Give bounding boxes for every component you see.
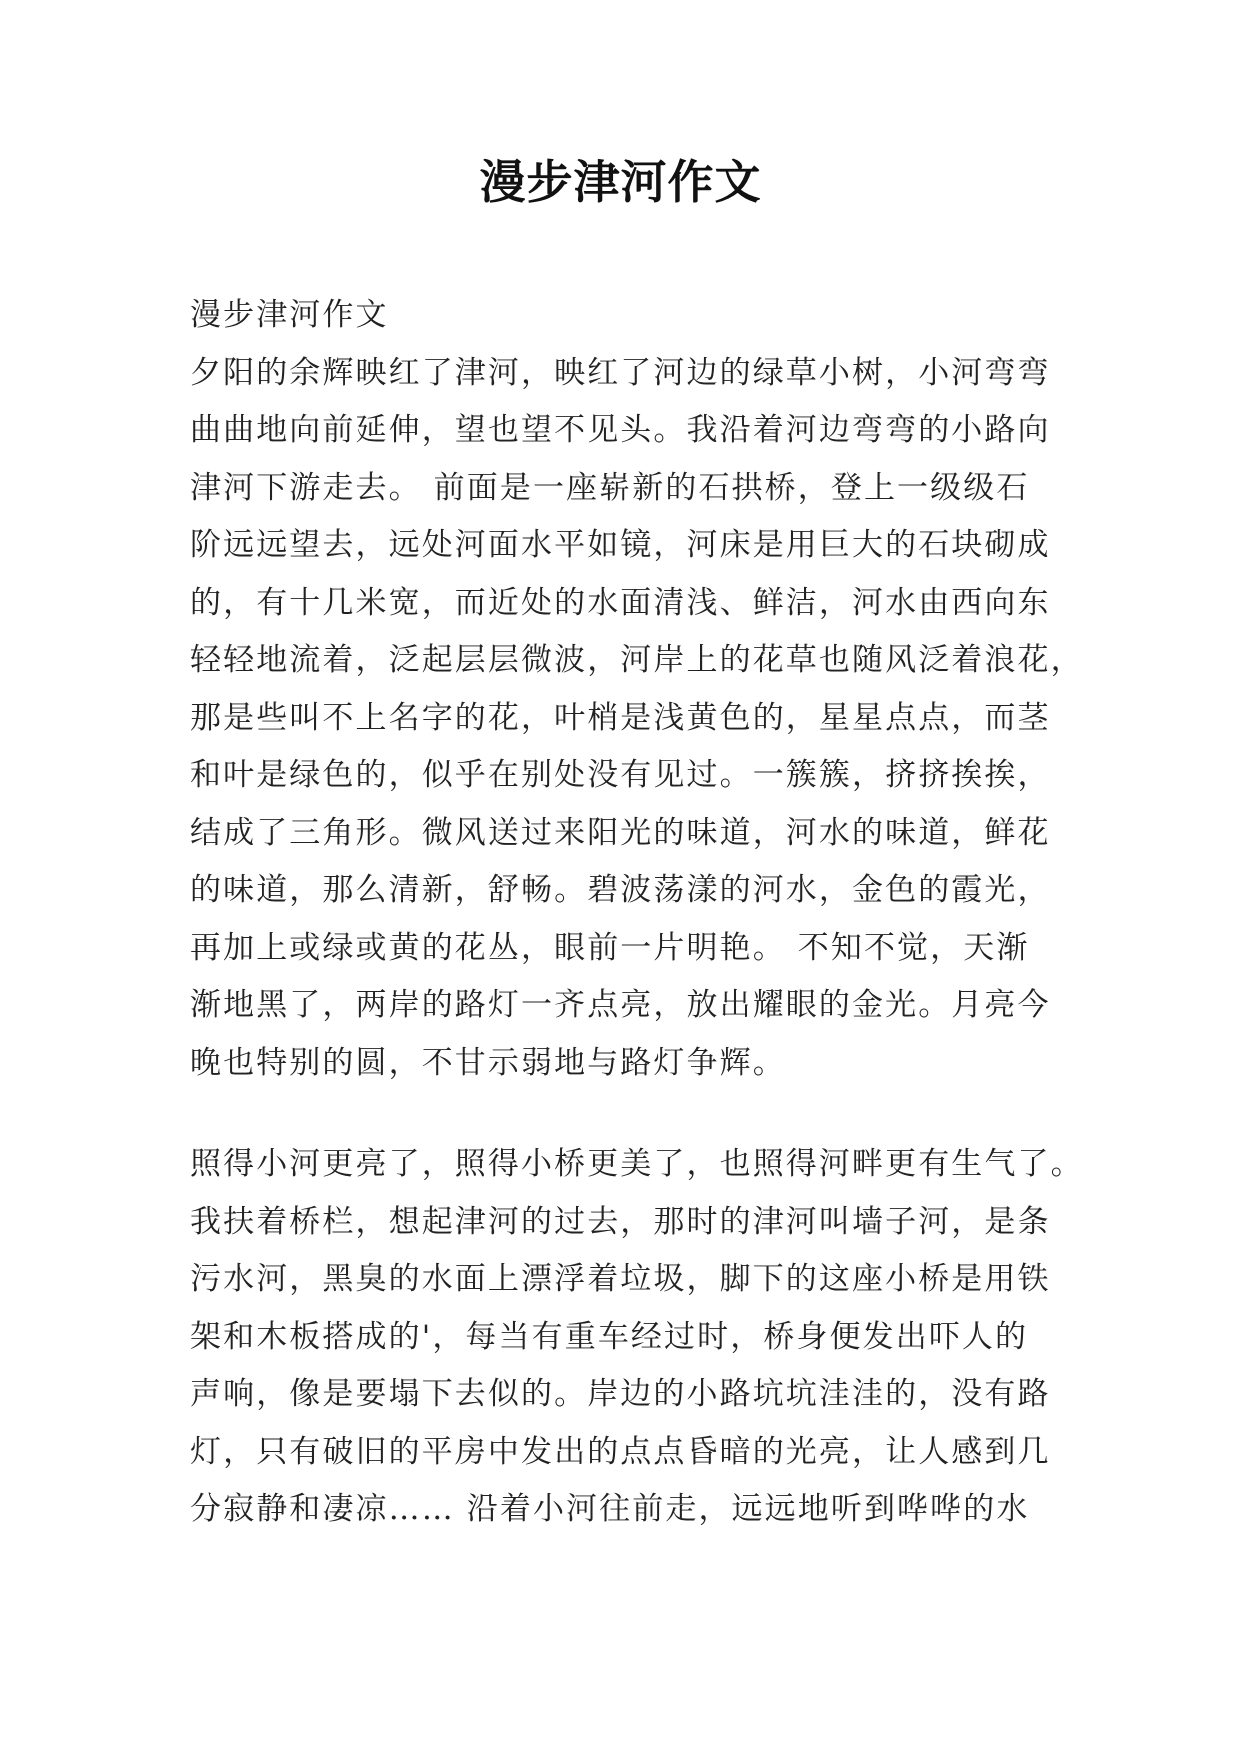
text-line: 污水河，黑臭的水面上漂浮着垃圾，脚下的这座小桥是用铁: [190, 1261, 1051, 1297]
text-line: 晚也特别的圆，不甘示弱地与路灯争辉。: [190, 1044, 786, 1081]
text-line: 照得小河更亮了，照得小桥更美了，也照得河畔更有生气了。: [190, 1146, 1084, 1182]
text-line: 和叶是绿色的，似乎在别处没有见过。一簇簇，挤挤挨挨，: [190, 757, 1051, 793]
text-line: 曲曲地向前延伸，望也望不见头。我沿着河边弯弯的小路向: [190, 412, 1051, 448]
text-line: 的，有十几米宽，而近处的水面清浅、鲜洁，河水由西向东: [190, 584, 1051, 621]
text-line: 阶远远望去，远处河面水平如镜，河床是用巨大的石块砌成: [190, 527, 1051, 563]
text-line: 架和木板搭成的'，每当有重车经过时，桥身便发出吓人的: [190, 1318, 1029, 1355]
text-line: 那是些叫不上名字的花，叶梢是浅黄色的，星星点点，而茎: [190, 699, 1051, 736]
text-line: 再加上或绿或黄的花丛，眼前一片明艳。 不知不觉，天渐: [190, 929, 1030, 966]
text-line: 分寂静和凄凉…… 沿着小河往前走，远远地听到哗哗的水: [190, 1491, 1030, 1527]
text-line: 渐地黑了，两岸的路灯一齐点亮，放出耀眼的金光。月亮今: [190, 987, 1051, 1023]
text-line: 我扶着桥栏，想起津河的过去，那时的津河叫墙子河，是条: [190, 1203, 1051, 1240]
paragraph-2: [190, 1136, 1084, 1539]
text-line: 结成了三角形。微风送过来阳光的味道，河水的味道，鲜花: [190, 814, 1051, 851]
text-line: 夕阳的余辉映红了津河，映红了河边的绿草小树，小河弯弯: [190, 354, 1051, 391]
text-line: 漫步津河作文: [190, 297, 389, 333]
text-line: 声响，像是要塌下去似的。岸边的小路坑坑洼洼的，没有路: [190, 1376, 1051, 1412]
text-line: 轻轻地流着，泛起层层微波，河岸上的花草也随风泛着浪花，: [190, 642, 1084, 678]
document-title: 漫步津河作文: [479, 155, 762, 209]
text-line: 津河下游走去。 前面是一座崭新的石拱桥，登上一级级石: [190, 469, 1030, 506]
paragraph-1: [190, 287, 1084, 1092]
text-line: 灯，只有破旧的平房中发出的点点昏暗的光亮，让人感到几: [190, 1433, 1051, 1470]
text-line: 的味道，那么清新，舒畅。碧波荡漾的河水，金色的霞光，: [190, 872, 1051, 908]
